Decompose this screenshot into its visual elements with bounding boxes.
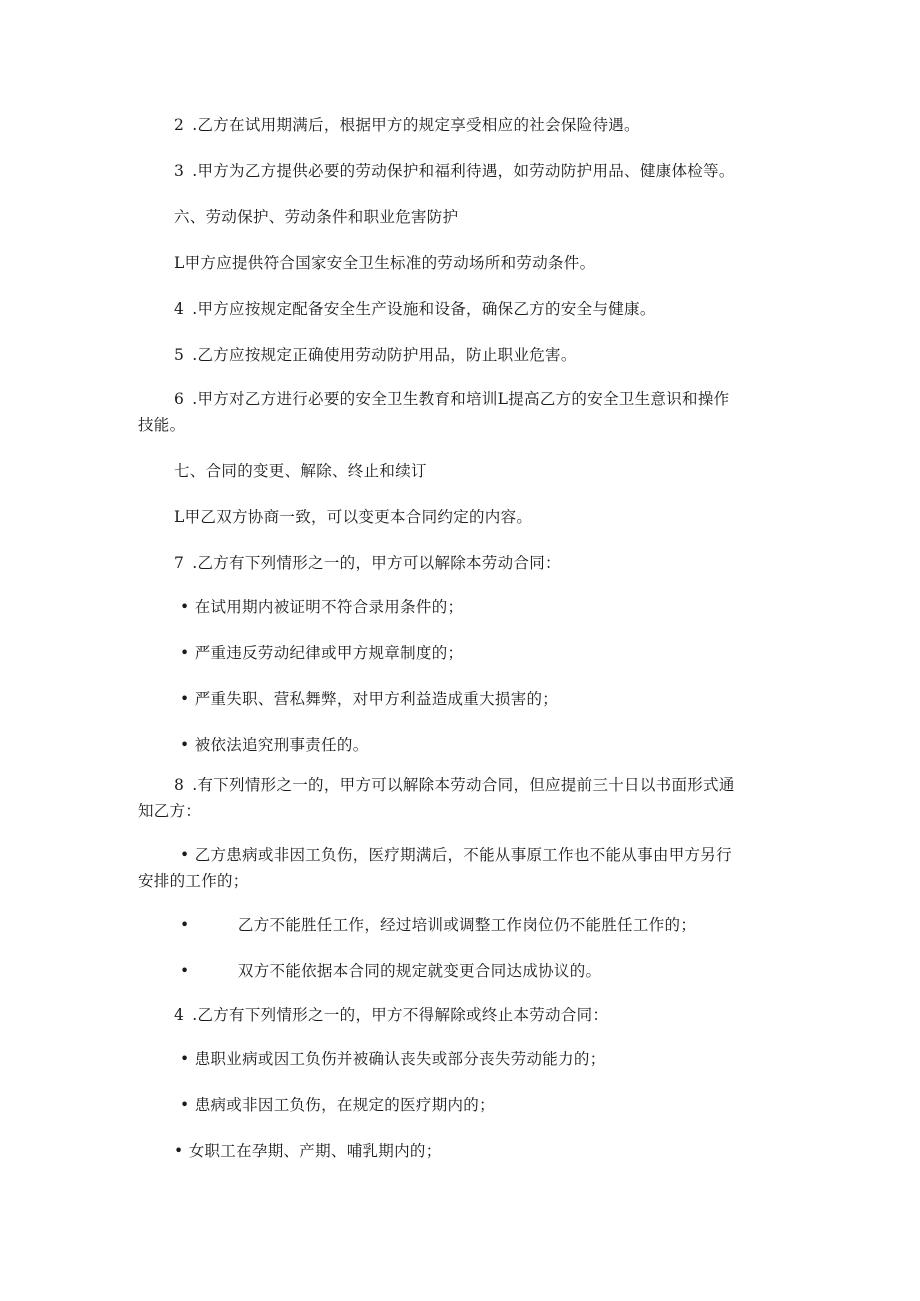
list-item-text: 乙方患病或非因工负伤，医疗期满后，不能从事原工作也不能从事由甲方另行 — [194, 846, 732, 864]
paragraph-notice-termination-line2: 知乙方： — [138, 802, 202, 820]
bullet-icon: • — [174, 1142, 184, 1160]
list-item — [180, 686, 830, 712]
list-item — [180, 912, 830, 938]
paragraph-termination-conditions: 7 .乙方有下列情形之一的，甲方可以解除本劳动合同： — [174, 554, 561, 572]
bullet-icon: • — [180, 1096, 190, 1114]
list-item — [174, 1138, 824, 1164]
paragraph-notice-termination-line1: 8 .有下列情形之一的，甲方可以解除本劳动合同，但应提前三十日以书面形式通 — [174, 776, 735, 794]
bullet-icon: • — [180, 1050, 190, 1068]
paragraph-labor-protection-welfare: 3 .甲方为乙方提供必要的劳动保护和福利待遇，如劳动防护用品、健康体检等。 — [174, 162, 735, 180]
list-item — [180, 732, 830, 758]
list-item-text: 乙方不能胜任工作，经过培训或调整工作岗位仍不能胜任工作的； — [237, 916, 697, 934]
paragraph-safety-training-line2: 技能。 — [138, 416, 186, 434]
bullet-icon: • — [180, 736, 190, 754]
paragraph-workplace-standards: L甲方应提供符合国家安全卫生标准的劳动场所和劳动条件。 — [174, 254, 596, 272]
list-item-text: 双方不能依据本合同的规定就变更合同达成协议的。 — [237, 962, 602, 980]
bullet-icon: • — [180, 962, 190, 980]
bullet-icon: • — [180, 916, 190, 934]
list-item — [180, 1092, 830, 1118]
list-item — [180, 1046, 830, 1072]
list-item-text: 严重违反劳动纪律或甲方规章制度的； — [194, 644, 464, 662]
list-item — [180, 640, 830, 666]
bullet-icon: • — [180, 598, 190, 616]
list-item — [180, 842, 830, 868]
section-heading-7: 七、合同的变更、解除、终止和续订 — [174, 462, 427, 480]
bullet-icon: • — [180, 644, 190, 662]
list-item — [180, 594, 830, 620]
paragraph-no-termination-conditions: 4 .乙方有下列情形之一的，甲方不得解除或终止本劳动合同： — [174, 1006, 609, 1024]
paragraph-safety-facilities: 4 .甲方应按规定配备安全生产设施和设备，确保乙方的安全与健康。 — [174, 300, 656, 318]
paragraph-social-insurance: 2 .乙方在试用期满后，根据甲方的规定享受相应的社会保险待遇。 — [174, 116, 640, 134]
bullet-icon: • — [180, 846, 190, 864]
list-item-text: 患病或非因工负伤，在规定的医疗期内的； — [194, 1096, 495, 1114]
section-heading-6: 六、劳动保护、劳动条件和职业危害防护 — [174, 208, 459, 226]
list-item — [180, 958, 830, 984]
paragraph-mutual-change: L甲乙双方协商一致，可以变更本合同约定的内容。 — [174, 508, 533, 526]
paragraph-safety-training-line1: 6 .甲方对乙方进行必要的安全卫生教育和培训L提高乙方的安全卫生意识和操作 — [174, 390, 730, 408]
list-item-continuation: 安排的工作的； — [138, 872, 249, 890]
paragraph-protective-equipment: 5 .乙方应按规定正确使用劳动防护用品，防止职业危害。 — [174, 346, 577, 364]
list-item-text: 患职业病或因工负伤并被确认丧失或部分丧失劳动能力的； — [194, 1050, 606, 1068]
list-item-text: 严重失职、营私舞弊，对甲方利益造成重大损害的； — [194, 690, 559, 708]
bullet-icon: • — [180, 690, 190, 708]
list-item-text: 在试用期内被证明不符合录用条件的； — [194, 598, 464, 616]
list-item-text: 被依法追究刑事责任的。 — [194, 736, 369, 754]
list-item-text: 女职工在孕期、产期、哺乳期内的； — [188, 1142, 442, 1160]
